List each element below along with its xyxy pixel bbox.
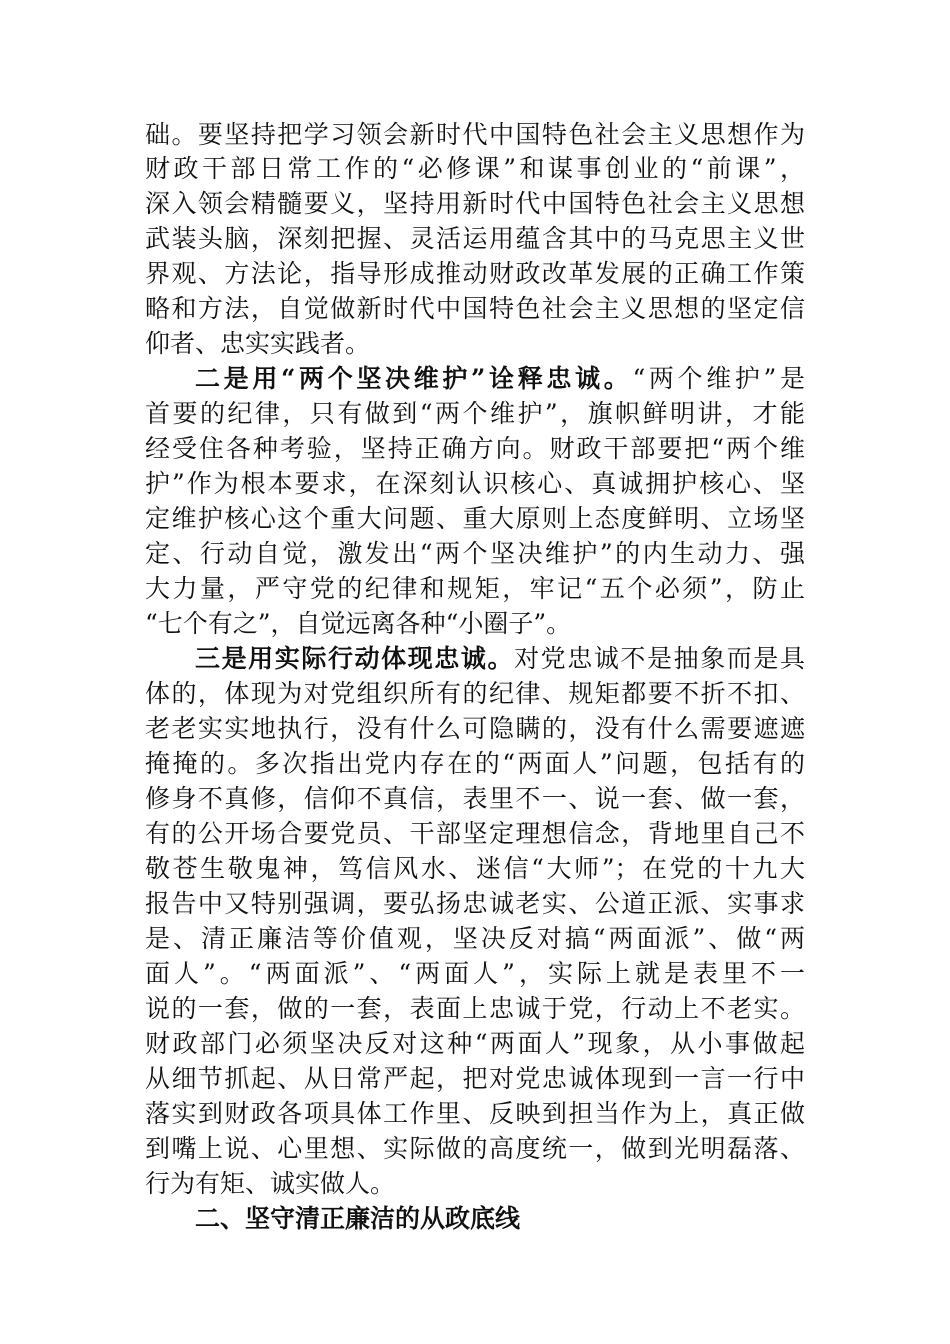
paragraph-line: 修身不真修，信仰不真信，表里不一、说一套、做一套， [145,784,805,813]
paragraph-lead-bold: 三是用实际行动体现忠诚。 [195,644,515,673]
paragraph-line: 界观、方法论，指导形成推动财政改革发展的正确工作策 [145,259,805,288]
paragraph-first-line-rest: “两个维护”是 [632,364,806,393]
paragraph-line: 仰者、忠实实践者。 [145,329,371,358]
paragraph-line: 掩掩的。多次指出党内存在的“两面人”问题，包括有的 [145,749,805,778]
paragraph-line: 财政干部日常工作的“必修课”和谋事创业的“前课”， [145,154,805,183]
paragraph-line: 定维护核心这个重大问题、重大原则上态度鲜明、立场坚 [145,504,805,533]
paragraph-line: 报告中又特别强调，要弘扬忠诚老实、公道正派、实事求 [145,889,805,918]
paragraph-line: 体的，体现为对党组织所有的纪律、规矩都要不折不扣、 [145,679,805,708]
paragraph-line: “七个有之”，自觉远离各种“小圈子”。 [145,609,572,638]
paragraph-line: 护”作为根本要求，在深刻认识核心、真诚拥护核心、坚 [145,469,805,498]
paragraph-line: 从细节抓起、从日常严起，把对党忠诚体现到一言一行中 [145,1064,805,1093]
paragraph-line: 财政部门必须坚决反对这种“两面人”现象，从小事做起 [145,1029,805,1058]
paragraph-line: 定、行动自觉，激发出“两个坚决维护”的内生动力、强 [145,539,805,568]
paragraph-line: 武装头脑，深刻把握、灵活运用蕴含其中的马克思主义世 [145,224,805,253]
paragraph-first-line-rest: 对党忠诚不是抽象而是具 [514,644,805,673]
paragraph-first-line [195,362,805,396]
paragraph-line: 行为有矩、诚实做人。 [145,1169,396,1198]
paragraph-first-line [195,642,805,676]
paragraph-line: 敬苍生敬鬼神，笃信风水、迷信“大师”；在党的十九大 [145,854,805,883]
paragraph-line: 到嘴上说、心里想、实际做的高度统一，做到光明磊落、 [145,1134,805,1163]
paragraph-line: 深入领会精髓要义，坚持用新时代中国特色社会主义思想 [145,189,805,218]
section-heading: 二、坚守清正廉洁的从政底线 [195,1204,521,1233]
paragraph-line: 说的一套，做的一套，表面上忠诚于党，行动上不老实。 [145,994,805,1023]
paragraph-line: 略和方法，自觉做新时代中国特色社会主义思想的坚定信 [145,294,805,323]
paragraph-line: 是、清正廉洁等价值观，坚决反对搞“两面派”、做“两 [145,924,805,953]
paragraph-line: 首要的纪律，只有做到“两个维护”，旗帜鲜明讲，才能 [145,399,805,428]
paragraph-line: 大力量，严守党的纪律和规矩，牢记“五个必须”，防止 [145,574,805,603]
paragraph-line: 经受住各种考验，坚持正确方向。财政干部要把“两个维 [145,434,805,463]
paragraph-line: 老老实实地执行，没有什么可隐瞒的，没有什么需要遮遮 [145,714,805,743]
paragraph-line: 落实到财政各项具体工作里、反映到担当作为上，真正做 [145,1099,805,1128]
paragraph-line: 有的公开场合要党员、干部坚定理想信念，背地里自己不 [145,819,805,848]
paragraph-line: 础。要坚持把学习领会新时代中国特色社会主义思想作为 [145,120,805,149]
paragraph-lead-bold: 二是用“两个坚决维护”诠释忠诚。 [195,364,633,393]
paragraph-line: 面人”。“两面派”、“两面人”，实际上就是表里不一 [145,959,805,988]
